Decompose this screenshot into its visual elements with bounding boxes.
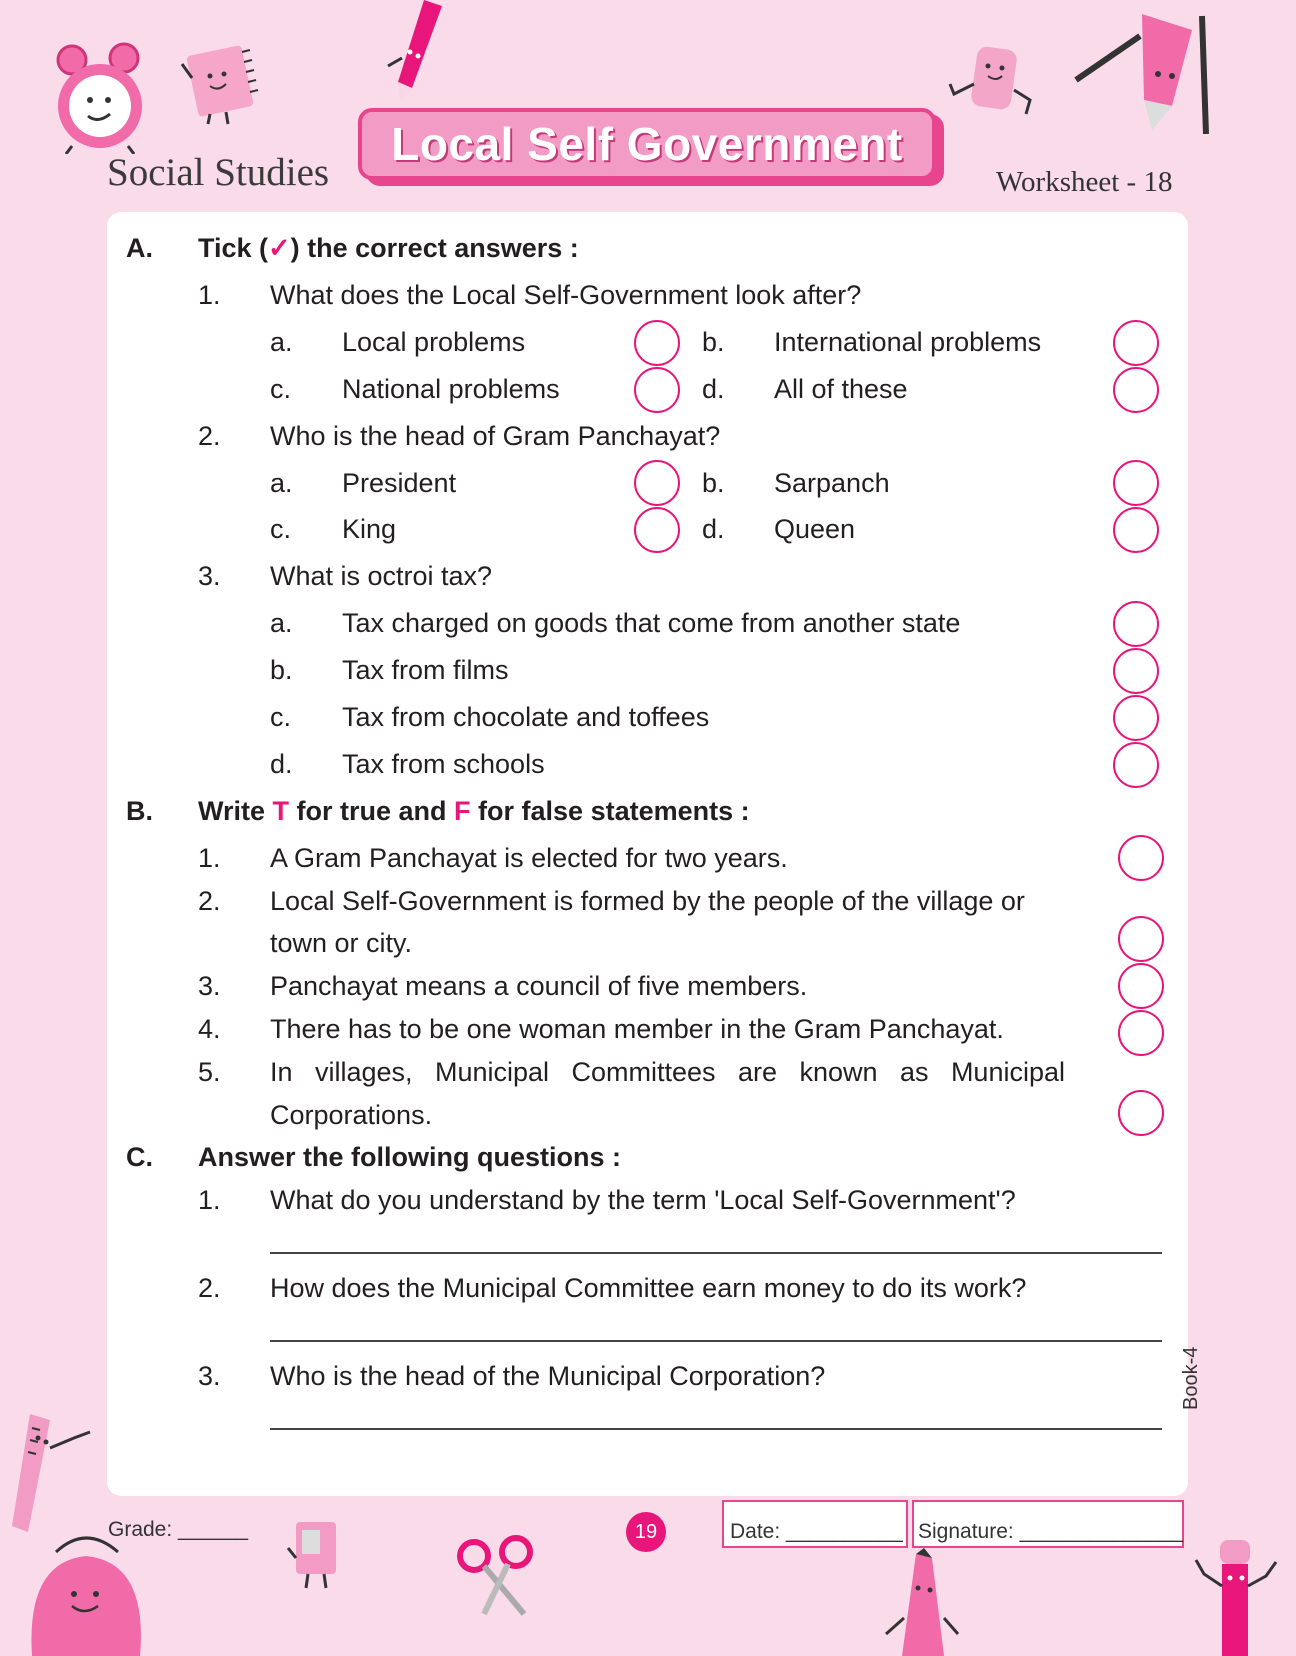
answer-circle[interactable] [634, 367, 680, 413]
answer-circle[interactable] [1113, 742, 1159, 788]
option-text: King [342, 514, 397, 544]
option-letter: d. [702, 374, 725, 404]
answer-line[interactable] [270, 1340, 1162, 1342]
page-title: Local Self Government [391, 118, 903, 170]
answer-circle[interactable] [1118, 916, 1164, 962]
section-b-letter: B. [126, 796, 153, 826]
option-letter: a. [270, 608, 293, 638]
question-number: 2. [198, 1273, 221, 1303]
option-letter: c. [270, 702, 292, 732]
pencil-icon [1072, 10, 1212, 134]
option-text: President [342, 468, 457, 498]
answer-circle[interactable] [1113, 507, 1159, 553]
option-text: Local problems [342, 327, 526, 357]
question-text: What is octroi tax? [270, 561, 493, 591]
answer-circle[interactable] [634, 507, 680, 553]
false-letter: F [454, 796, 471, 826]
pencil-icon [380, 0, 450, 104]
section-a-letter: A. [126, 233, 153, 263]
question-number: 3. [198, 1361, 221, 1391]
scissors-icon [454, 1534, 538, 1618]
statement-number: 4. [198, 1014, 221, 1044]
answer-line[interactable] [270, 1428, 1162, 1430]
statement-text: Corporations. [270, 1100, 433, 1130]
brush-icon [1192, 1536, 1280, 1656]
section-c-heading: Answer the following questions : [198, 1142, 622, 1172]
option-text: Tax from films [342, 655, 509, 685]
option-letter: d. [702, 514, 725, 544]
option-text: International problems [774, 327, 1042, 357]
signature-box[interactable] [912, 1500, 1184, 1548]
statement-number: 5. [198, 1057, 221, 1087]
ruler-icon [10, 1408, 100, 1534]
answer-circle[interactable] [1118, 963, 1164, 1009]
page-number: 19 [626, 1512, 666, 1552]
section-b-heading-3: for false statements : [470, 796, 750, 826]
subject-label: Social Studies [107, 151, 330, 194]
answer-circle[interactable] [1113, 695, 1159, 741]
statement-text: A Gram Panchayat is elected for two years. [270, 843, 788, 873]
answer-circle[interactable] [1113, 320, 1159, 366]
option-letter: c. [270, 374, 292, 404]
worksheet-number: Worksheet - 18 [996, 166, 1173, 198]
eraser-icon [946, 44, 1036, 122]
option-letter: c. [270, 514, 292, 544]
option-letter: d. [270, 749, 293, 779]
answer-circle[interactable] [634, 460, 680, 506]
date-box[interactable] [722, 1500, 908, 1548]
option-text: Tax charged on goods that come from another state [342, 608, 961, 638]
marker-icon [882, 1548, 962, 1656]
statement-number: 3. [198, 971, 221, 1001]
answer-circle[interactable] [1113, 648, 1159, 694]
answer-circle[interactable] [1118, 1090, 1164, 1136]
section-a-heading [198, 235, 579, 262]
statement-number: 2. [198, 886, 221, 916]
section-a-heading-post: ) the correct answers : [290, 233, 579, 263]
statement-text: town or city. [270, 928, 413, 958]
answer-circle[interactable] [634, 320, 680, 366]
answer-circle[interactable] [1113, 367, 1159, 413]
question-text: What does the Local Self-Government look after? [270, 280, 862, 310]
notepad-icon [176, 44, 268, 126]
option-letter: b. [270, 655, 293, 685]
sharpener-icon [282, 1518, 352, 1590]
question-text: What do you understand by the term 'Local Self-Government'? [270, 1185, 1016, 1215]
book-label: Book-4 [1180, 1346, 1202, 1410]
statement-text: There has to be one woman member in the Gram Panchayat. [270, 1014, 1004, 1044]
question-text: Who is the head of Gram Panchayat? [270, 421, 721, 451]
signature-field: Signature: ______________ [918, 1520, 1184, 1543]
section-b-heading-2: for true and [289, 796, 455, 826]
section-c-letter: C. [126, 1142, 153, 1172]
title-banner [358, 108, 936, 180]
question-number: 1. [198, 1185, 221, 1215]
option-letter: b. [702, 468, 725, 498]
tick-icon: ✓ [268, 233, 291, 263]
grade-field[interactable]: Grade: ______ [108, 1518, 249, 1541]
option-text: Queen [774, 514, 856, 544]
answer-circle[interactable] [1113, 601, 1159, 647]
alarm-clock-icon [52, 42, 152, 154]
question-number: 1. [198, 280, 221, 310]
statement-text: In villages, Municipal Committees are known as Municipal [270, 1057, 1065, 1087]
date-field: Date: __________ [730, 1520, 903, 1543]
statement-number: 1. [198, 843, 221, 873]
option-text: National problems [342, 374, 560, 404]
statement-text: Local Self-Government is formed by the people of the village or [270, 886, 1025, 916]
question-number: 2. [198, 421, 221, 451]
option-letter: a. [270, 327, 293, 357]
section-b-heading [198, 798, 750, 825]
question-text: Who is the head of the Municipal Corporation? [270, 1361, 826, 1391]
answer-line[interactable] [270, 1252, 1162, 1254]
answer-circle[interactable] [1113, 460, 1159, 506]
answer-circle[interactable] [1118, 835, 1164, 881]
option-text: Sarpanch [774, 468, 890, 498]
question-text: How does the Municipal Committee earn money to do its work? [270, 1273, 1027, 1303]
option-text: All of these [774, 374, 908, 404]
answer-circle[interactable] [1118, 1010, 1164, 1056]
option-letter: a. [270, 468, 293, 498]
section-a-heading-pre: Tick ( [198, 233, 269, 263]
option-text: Tax from chocolate and toffees [342, 702, 710, 732]
statement-text: Panchayat means a council of five members. [270, 971, 808, 1001]
section-b-heading-1: Write [198, 796, 273, 826]
option-letter: b. [702, 327, 725, 357]
option-text: Tax from schools [342, 749, 545, 779]
bag-icon [22, 1522, 152, 1656]
question-number: 3. [198, 561, 221, 591]
true-letter: T [272, 796, 290, 826]
